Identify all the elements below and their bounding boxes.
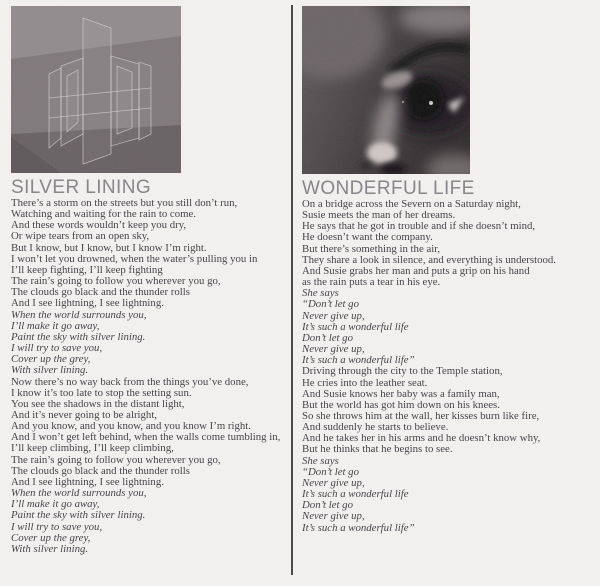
lyric-line: But the world has got him down on his knees. (302, 398, 500, 411)
wonderful-life-section (302, 6, 594, 534)
lyric-line: And it’s never going to be alright, (11, 408, 158, 421)
lyric-line: But I know, but I know, but I know I’m right. (11, 241, 207, 254)
lyric-line: On a bridge across the Severn on a Saturday night, (302, 198, 521, 210)
song-title-silver-lining: SILVER LINING (11, 177, 151, 198)
lyric-line: The rain’s going to follow you wherever you go, (11, 453, 221, 466)
lyric-line: With silver lining. (11, 542, 89, 555)
lyric-line: Cover up the grey, (11, 531, 91, 544)
lyric-line: And Susie knows her baby was a family man, (302, 387, 500, 400)
lyric-line: And he takes her in his arms and he doesn’t know why, (302, 432, 541, 445)
silver-lining-section (11, 6, 287, 555)
lyric-line: It’s such a wonderful life (302, 488, 409, 501)
lyric-line: Don’t let go (302, 331, 353, 344)
lyric-line: I’ll keep climbing, I’ll keep climbing, (11, 442, 174, 455)
lyric-line: Driving through the city to the Temple station, (302, 365, 503, 378)
lyric-line: I know it’s too late to stop the setting sun. (11, 386, 192, 399)
silver-lining-lyrics (11, 198, 287, 555)
lyric-line: It’s such a wonderful life (302, 320, 409, 333)
lyric-line: The rain’s going to follow you wherever you go, (11, 275, 221, 288)
lyric-line: as the rain puts a tear in his eye. (302, 276, 441, 289)
lyric-line: And I see lightning, I see lightning. (11, 297, 164, 310)
lyric-line: And I see lightning, I see lightning. (11, 475, 164, 488)
lyric-line: When the world surrounds you, (11, 308, 147, 321)
lyric-line: She says (302, 287, 339, 300)
lyric-line: Paint the sky with silver lining. (11, 330, 146, 343)
lyric-line: Never give up, (302, 343, 365, 356)
wonderful-life-lyrics (302, 199, 594, 534)
wonderful-life-artwork (302, 6, 594, 174)
lyric-line: Cover up the grey, (11, 353, 91, 366)
lyric-line: Never give up, (302, 476, 365, 489)
lyric-line: I’ll make it go away, (11, 498, 100, 511)
lyric-line: Never give up, (302, 510, 365, 523)
lyric-line: And you know, and you know, and you know I’m right. (11, 420, 252, 433)
lyric-line: I will try to save you, (11, 342, 103, 355)
lyric-line: I won’t let you drowned, when the water’s pulling you in (11, 252, 258, 265)
lyric-line: There’s a storm on the streets but you still don’t run, (11, 197, 238, 209)
lyric-line: You see the shadows in the distant light, (11, 397, 185, 410)
lyric-line: But there’s something in the air, (302, 242, 441, 255)
lyric-line: The clouds go black and the thunder rolls (11, 286, 191, 299)
lyric-line: He says that he got in trouble and if she doesn’t mind, (302, 220, 536, 233)
lyric-line: Never give up, (302, 309, 365, 322)
lyric-line: He cries into the leather seat. (302, 376, 428, 389)
lyric-line: He doesn’t want the company. (302, 231, 433, 244)
lyric-line: Susie meets the man of her dreams. (302, 209, 456, 222)
lyric-line: It’s such a wonderful life” (302, 521, 415, 534)
lyric-line: So she throws him at the wall, her kisses burn like fire, (302, 409, 540, 422)
lyric-line: The clouds go black and the thunder rolls (11, 464, 191, 477)
lyric-line: Watching and waiting for the rain to come. (11, 208, 197, 221)
lyric-line: It’s such a wonderful life” (302, 354, 415, 367)
lyric-line: And suddenly he starts to believe. (302, 421, 449, 434)
lyric-line: When the world surrounds you, (11, 487, 147, 500)
lyric-line: Don’t let go (302, 499, 353, 512)
lyric-line: She says (302, 454, 339, 467)
lyric-line: Paint the sky with silver lining. (11, 509, 146, 522)
lyric-line: Now there’s no way back from the things you’ve done, (11, 375, 249, 388)
lyric-line: They share a look in silence, and everything is understood. (302, 253, 556, 266)
lyric-line: But he thinks that he begins to see. (302, 443, 453, 456)
lyric-line: Or wipe tears from an open sky, (11, 230, 150, 243)
song-title-wonderful-life: WONDERFUL LIFE (302, 178, 475, 199)
lyric-line: I will try to save you, (11, 520, 103, 533)
lyric-line: “Don’t let go (302, 465, 359, 478)
lyric-line: And Susie grabs her man and puts a grip on his hand (302, 264, 530, 277)
lyric-line: I’ll keep fighting, I’ll keep fighting (11, 263, 163, 276)
lyric-line: I’ll make it go away, (11, 319, 100, 332)
column-divider (291, 5, 293, 575)
lyric-line: And I won’t get left behind, when the walls come tumbling in, (11, 431, 281, 444)
lyric-line: With silver lining. (11, 364, 89, 377)
silver-lining-artwork (11, 6, 287, 173)
lyric-line: And these words wouldn’t keep you dry, (11, 219, 187, 232)
lyric-line: “Don’t let go (302, 298, 359, 311)
